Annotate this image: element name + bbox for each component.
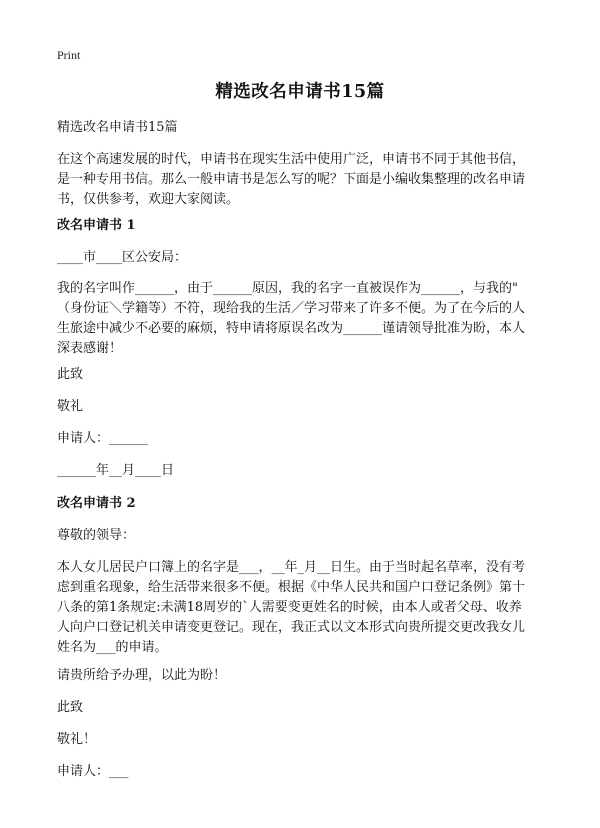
- letter2-heading: 改名申请书 2: [57, 496, 136, 511]
- letter2-body-line: 八条的第1条规定:未满18周岁的`人需要变更姓名的时候，由本人或者父母、收养: [57, 600, 522, 615]
- letter1-heading: 改名申请书 1: [57, 218, 136, 233]
- letter1-applicant: 申请人：______: [57, 431, 149, 446]
- intro-subtitle: 精选改名申请书15篇: [57, 120, 178, 135]
- letter1-body-line: （身份证＼学籍等）不符，现给我的生活／学习带来了许多不便。为了在今后的人: [57, 301, 526, 316]
- letter2-body-line: 姓名为___的申请。: [57, 640, 168, 655]
- letter1-body-line: 深表感谢！: [57, 341, 123, 356]
- intro-line: 是一种专用书信。那么一般申请书是怎么写的呢？下面是小编收集整理的改名申请: [57, 172, 526, 187]
- letter2-body-line: 虑到重名现象，给生活带来很多不便。根据《中华人民共和国户口登记条例》第十: [57, 580, 526, 595]
- letter2-closing-1: 此致: [57, 700, 84, 715]
- intro-line: 在这个高速发展的时代，申请书在现实生活中使用广泛，申请书不同于其他书信，: [57, 152, 526, 167]
- letter1-closing-2: 敬礼: [57, 399, 84, 414]
- letter1-recipient: ____市____区公安局：: [57, 250, 188, 265]
- letter1-body: [57, 279, 557, 359]
- letter1-date: ______年__月____日: [57, 463, 175, 478]
- intro-paragraph: [57, 150, 557, 210]
- letter2-body-line: 人向户口登记机关申请变更登记。现在，我正式以文本形式向贵所提交更改我女儿: [57, 620, 526, 635]
- letter2-body-line: 本人女儿居民户口簿上的名字是___，__年_月__日生。由于当时起名草率，没有考: [57, 560, 526, 575]
- letter2-body: [57, 558, 557, 658]
- letter2-closing-2: 敬礼！: [57, 732, 97, 747]
- letter2-applicant: 申请人：___: [57, 764, 129, 779]
- intro-line: 书，仅供参考，欢迎大家阅读。: [57, 192, 240, 207]
- document-title: 精选改名申请书15篇: [215, 82, 385, 102]
- letter2-request: 请贵所给予办理，以此为盼！: [57, 668, 227, 683]
- letter1-body-line: 我的名字叫作______，由于______原因，我的名字一直被误作为______，与我的": [57, 281, 518, 296]
- letter1-body-line: 生旅途中减少不必要的麻烦，特申请将原误名改为______谨请领导批准为盼，本人: [57, 321, 526, 336]
- letter1-closing-1: 此致: [57, 367, 84, 382]
- letter2-salutation: 尊敬的领导：: [57, 528, 136, 543]
- print-label: Print: [57, 48, 81, 62]
